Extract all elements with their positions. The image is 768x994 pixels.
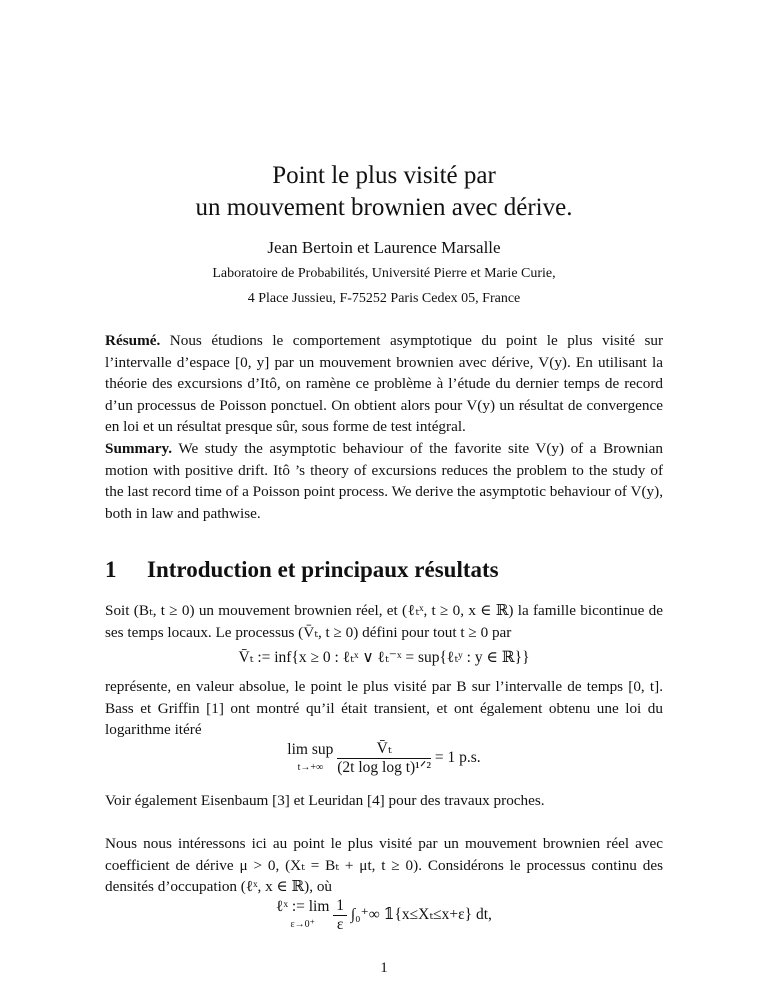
eq3-numerator: 1: [333, 897, 347, 916]
eq2-rhs: = 1 p.s.: [434, 749, 481, 767]
paragraph-3: Voir également Eisenbaum [3] et Leuridan [4] pour des travaux proches.: [105, 792, 545, 809]
paragraph-4: Nous nous intéressons ici au point le plus visité par un mouvement brownien réel avec coefficient de dérive μ > 0, (Xₜ = Bₜ + μt, t ≥ 0). Considérons le processus continu des densités d’occupation (ℓˣ, x ∈ ℝ), où: [105, 835, 663, 895]
page-number: 1: [380, 960, 388, 976]
summary-text: We study the asymptotic behaviour of the favorite site V(y) of a Brownian motion with positive drift. Itô ’s theory of excursions reduces the problem to the study of the last record time of a Poisson point process. We derive the asymptotic behaviour of V(y), both in law and pathwise.: [105, 440, 663, 522]
section-heading: [105, 557, 499, 583]
section-title: Introduction et principaux résultats: [147, 557, 499, 582]
paper-title: [0, 160, 768, 224]
equation-2: [0, 740, 768, 777]
eq2-lim: lim sup: [287, 740, 334, 758]
eq3-lim-subscript: ε→0⁺: [290, 918, 315, 930]
resume-text: Nous étudions le comportement asymptotique du point le plus visité sur l’intervalle d’espace [0, y] par un mouvement brownien avec dérive, V(y). En utilisant la théorie des excursions d’Itô, on ramène ce problème à l’étude du dernier temps de record d’un processus de Poisson ponctuel. On obtient alors pour V(y) un résultat de convergence en loi et un résultat presque sûr, sous forme de test intégral.: [105, 332, 664, 435]
equation-3: [0, 897, 768, 934]
resume-abstract: [105, 330, 663, 438]
summary-abstract: [105, 438, 663, 524]
summary-label: Summary.: [105, 440, 173, 457]
paragraph-2: représente, en valeur absolue, le point le plus visité par B sur l’intervalle de temps [0, t]. Bass et Griffin [1] ont montré qu’il était transient, et ont également obtenu une loi du logarithme itéré: [105, 678, 663, 738]
affiliation-line-2: 4 Place Jussieu, F-75252 Paris Cedex 05, France: [247, 291, 521, 306]
paragraph-1: Soit (Bₜ, t ≥ 0) un mouvement brownien réel, et (ℓₜˣ, t ≥ 0, x ∈ ℝ) la famille bicontinue de ses temps locaux. Le processus (V̄ₜ, t ≥ 0) défini pour tout t ≥ 0 par: [105, 602, 663, 641]
title-line-1: Point le plus visité par: [272, 162, 496, 189]
authors: Jean Bertoin et Laurence Marsalle: [267, 238, 501, 257]
title-line-2: un mouvement brownien avec dérive.: [195, 194, 573, 221]
section-number: 1: [105, 557, 117, 582]
eq2-denominator: (2t log log t)¹ᐟ²: [337, 759, 432, 776]
eq3-integral: ∫₀⁺∞ 𝟙{x≤Xₜ≤x+ε} dt,: [350, 906, 492, 924]
affiliation-line-1: Laboratoire de Probabilités, Université Pierre et Marie Curie,: [212, 266, 556, 281]
equation-1: V̄ₜ := inf{x ≥ 0 : ℓₜˣ ∨ ℓₜ⁻ˣ = sup{ℓₜʸ : y ∈ ℝ}}: [238, 649, 530, 666]
eq3-denominator: ε: [336, 916, 344, 933]
eq3-lhs: ℓˣ := lim: [276, 897, 330, 915]
eq2-numerator: V̄ₜ: [337, 740, 431, 759]
resume-label: Résumé.: [105, 332, 161, 349]
eq2-lim-subscript: t→+∞: [297, 761, 324, 773]
